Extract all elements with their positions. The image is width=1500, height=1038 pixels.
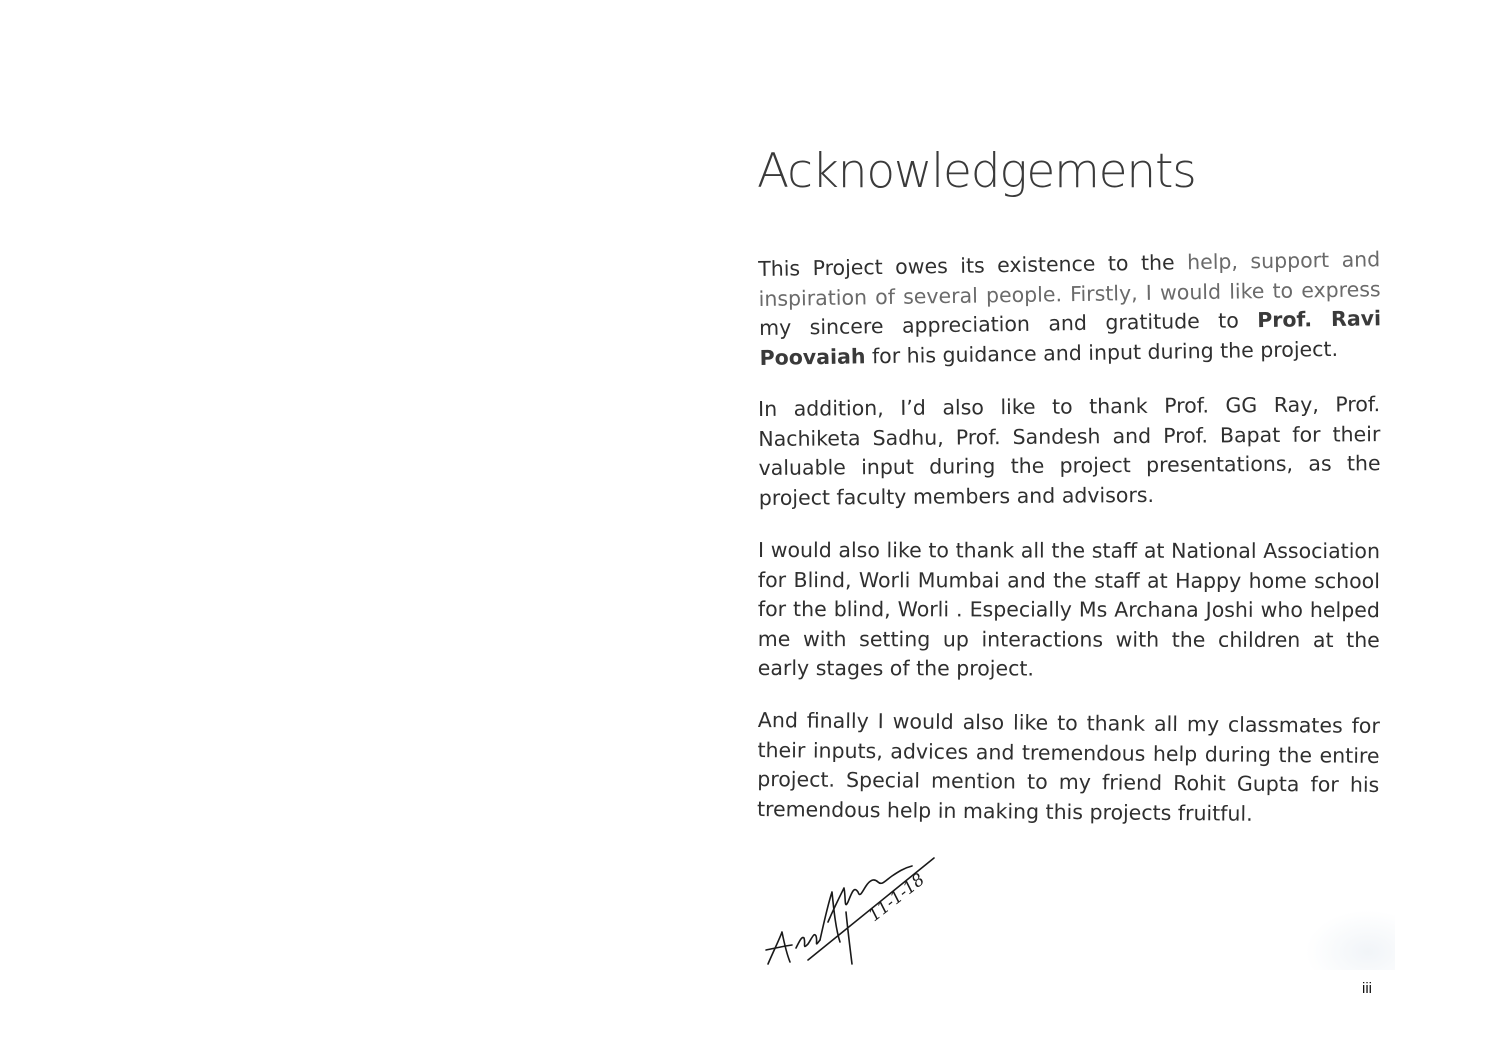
paragraph-1-part-c: my sincere appreciation and gratitude to <box>758 308 1258 341</box>
paragraph-1 <box>758 245 1382 373</box>
handwritten-signature <box>762 852 942 972</box>
paragraph-1-part-d: for his guidance and input during the project. <box>865 336 1339 369</box>
advisor-name: Prof. Ravi Poovaiah <box>759 306 1382 370</box>
signature-date: 11-1-18 <box>864 869 929 926</box>
paragraph-1-part-a: This Project owes its existence to the <box>758 250 1188 281</box>
page-number: iii <box>1362 980 1372 997</box>
paragraph-1-part-b: help, support and inspiration of several people. Firstly, I would like to express <box>758 247 1381 311</box>
acknowledgement-body <box>756 247 1382 846</box>
paragraph-4: And finally I would also like to thank all my classmates for their inputs, advices and tremendous help during the entire project. Special mention to my friend Rohit Gupta for his tremendous help in making this projects fruitful. <box>756 707 1380 826</box>
paragraph-2: In addition, I’d also like to thank Prof. GG Ray, Prof. Nachiketa Sadhu, Prof. Sandesh and Prof. Bapat for their valuable input during the project presentations, as the project faculty members and advisors. <box>758 392 1381 511</box>
scan-artifact <box>1305 910 1395 970</box>
paragraph-3: I would also like to thank all the staff at National Association for Blind, Worli Mumbai and the staff at Happy home school for the blind, Worli . Especially Ms Archana Joshi who helped me with setting up interactions with the children at the early stages of the project. <box>757 537 1380 681</box>
page-title: Acknowledgements <box>757 144 1196 199</box>
